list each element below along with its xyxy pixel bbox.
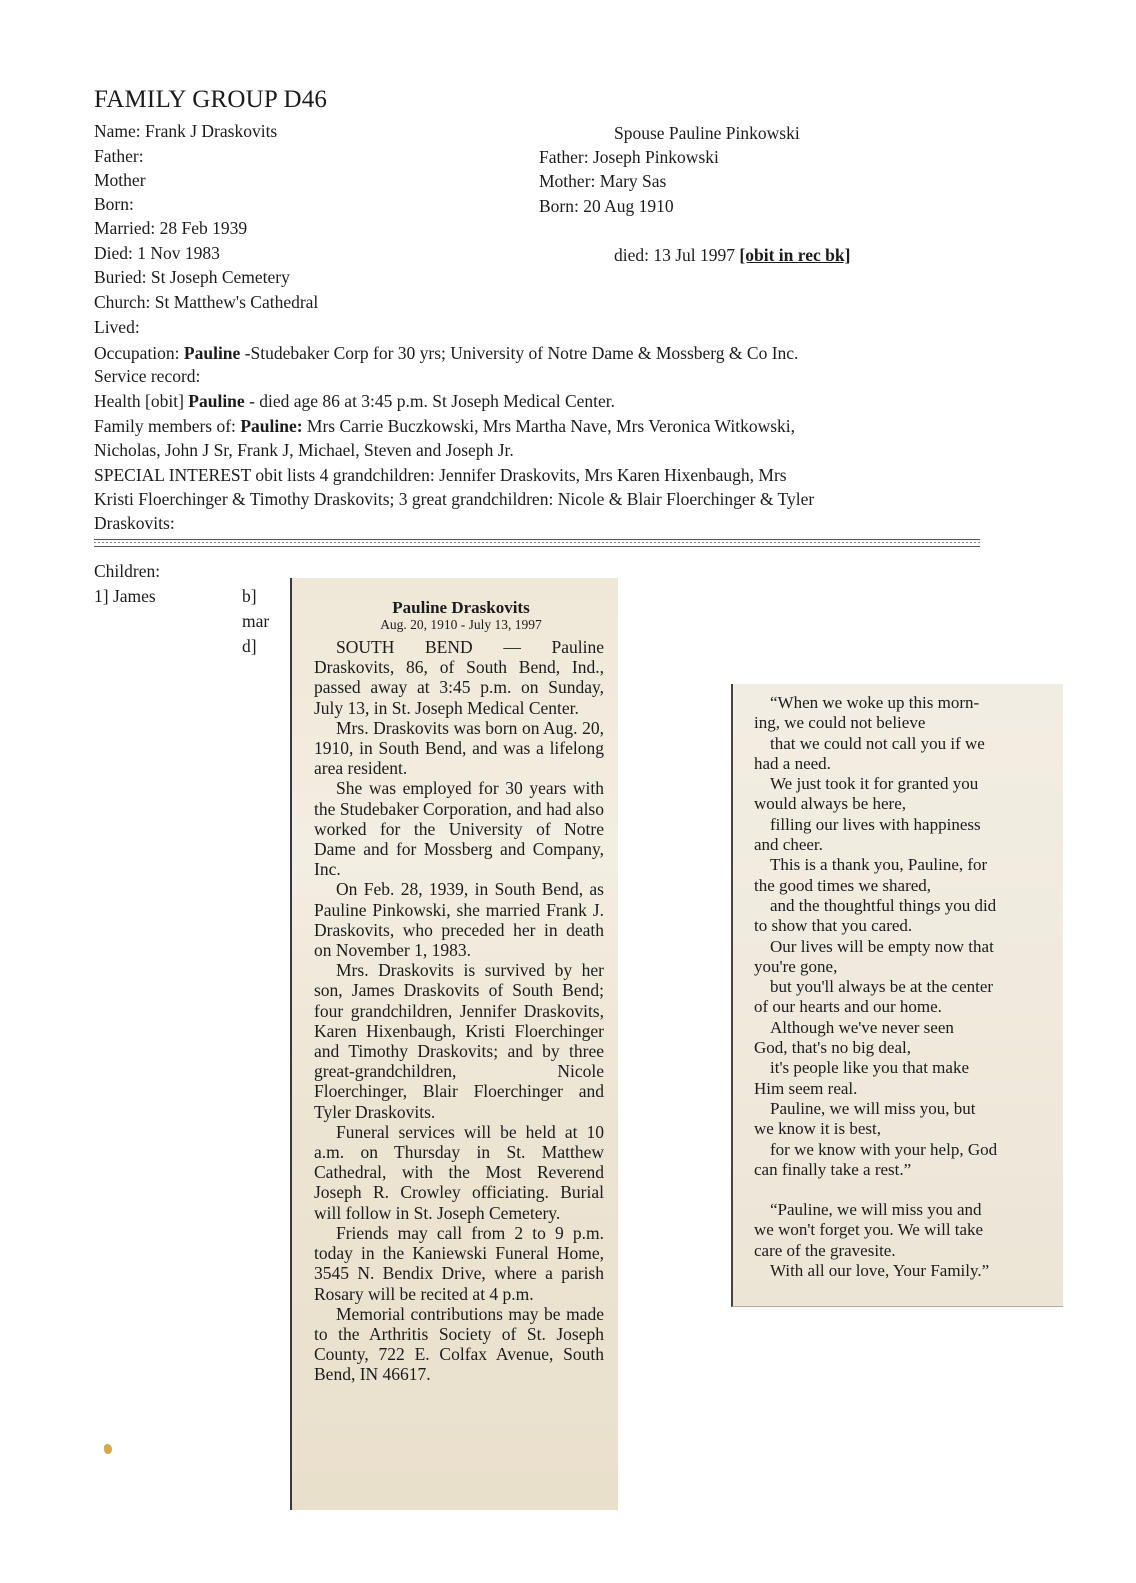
health bbox=[94, 389, 615, 413]
tribute-line: had a need. bbox=[754, 753, 831, 773]
health-text: - died age 86 at 3:45 p.m. St Joseph Medical Center. bbox=[244, 391, 616, 411]
married-date: Married: 28 Feb 1939 bbox=[94, 218, 248, 238]
special-interest-1: SPECIAL INTEREST obit lists 4 grandchildren: Jennifer Draskovits, Mrs Karen Hixenbaugh, Mrs bbox=[94, 465, 787, 485]
obituary-name: Pauline Draskovits bbox=[392, 598, 530, 617]
tribute-line: we know it is best, bbox=[754, 1119, 882, 1139]
family-members bbox=[94, 414, 795, 438]
child-1: 1] James bbox=[94, 586, 156, 606]
family-text-1: Mrs Carrie Buczkowski, Mrs Martha Nave, Mrs Veronica Witkowski, bbox=[302, 416, 795, 436]
occupation-text: -Studebaker Corp for 30 yrs; University of Notre Dame & Mossberg & Co Inc. bbox=[240, 343, 799, 363]
obituary-paragraph: She was employed for 30 years with the Studebaker Corporation, and had also worked for the University of Notre Dame and for Mossberg and Company, Inc. bbox=[314, 778, 604, 880]
children-label: Children: bbox=[94, 561, 161, 581]
tribute-poem bbox=[754, 693, 1049, 1281]
tribute-line: of our hearts and our home. bbox=[754, 997, 942, 1017]
tribute-line: would always be here, bbox=[754, 794, 907, 814]
tribute-line: but you'll always be at the center bbox=[770, 977, 994, 997]
obit-reference-link[interactable]: [obit in rec bk] bbox=[739, 245, 851, 265]
occupation-person: Pauline bbox=[183, 343, 241, 363]
tribute-line: can finally take a rest.” bbox=[754, 1159, 912, 1179]
page-title: FAMILY GROUP D46 bbox=[94, 86, 328, 113]
tribute-line: We just took it for granted you bbox=[770, 774, 979, 794]
family-person: Pauline: bbox=[240, 416, 303, 436]
tribute-line: filling our lives with happiness bbox=[770, 814, 981, 834]
tribute-line: it's people like you that make bbox=[770, 1058, 969, 1078]
special-interest-2: Kristi Floerchinger & Timothy Draskovits; 3 great grandchildren: Nicole & Blair Floerchinger & Tyler bbox=[94, 489, 815, 509]
tribute-line: Although we've never seen bbox=[770, 1017, 954, 1037]
tribute-line: “When we woke up this morn- bbox=[770, 693, 980, 712]
family-label: Family members of: bbox=[94, 416, 241, 436]
tribute-line: we won't forget you. We will take bbox=[754, 1220, 984, 1240]
spouse-died-text: died: 13 Jul 1997 bbox=[614, 245, 740, 265]
child-married-label: mar bbox=[242, 611, 270, 631]
obituary-paragraph: Friends may call from 2 to 9 p.m. today in the Kaniewski Funeral Home, 3545 N. Bendix Drive, where a parish Rosary will be recited at 4 p.m. bbox=[314, 1222, 604, 1304]
tribute-line: and cheer. bbox=[754, 835, 823, 855]
child-died-label: d] bbox=[242, 636, 257, 656]
spouse-died bbox=[614, 243, 850, 267]
husband-buried: Buried: St Joseph Cemetery bbox=[94, 267, 290, 287]
tribute-line: With all our love, Your Family.” bbox=[770, 1261, 990, 1281]
tribute-line: the good times we shared, bbox=[754, 875, 932, 895]
obituary-paragraph: Memorial contributions may be made to the Arthritis Society of St. Joseph County, 722 E. Colfax Avenue, South Bend, IN 46617. bbox=[314, 1303, 604, 1385]
husband-died: Died: 1 Nov 1983 bbox=[94, 243, 220, 263]
obituary-body bbox=[314, 637, 604, 1385]
spouse-born: Born: 20 Aug 1910 bbox=[539, 196, 674, 216]
tribute-spacer bbox=[754, 1180, 1049, 1200]
tribute-line: This is a thank you, Pauline, for bbox=[770, 855, 988, 875]
obituary-paragraph: Mrs. Draskovits is survived by her son, James Draskovits of South Bend; four grandchildren, Jennifer Draskovits, Karen Hixenbaugh, Kristi Floerchinger and Timothy Draskovits; and by three great-grandchildren, Nicole Floerchinger, Blair Floerchinger and Tyler Draskovits. bbox=[314, 960, 604, 1122]
child-born-label: b] bbox=[242, 586, 257, 606]
occupation bbox=[94, 341, 798, 365]
spouse-name: Spouse Pauline Pinkowski bbox=[614, 123, 800, 143]
husband-name: Name: Frank J Draskovits bbox=[94, 121, 278, 141]
tribute-line: and the thoughtful things you did bbox=[770, 895, 997, 915]
occupation-label: Occupation: bbox=[94, 343, 184, 363]
tribute-line: “Pauline, we will miss you and bbox=[770, 1200, 982, 1220]
lived: Lived: bbox=[94, 317, 140, 337]
service-record: Service record: bbox=[94, 366, 201, 386]
obituary-paragraph: SOUTH BEND — Pauline Draskovits, 86, of South Bend, Ind., passed away at 3:45 p.m. on Sunday, July 13, in St. Joseph Medical Center. bbox=[314, 637, 604, 718]
obituary-paragraph: On Feb. 28, 1939, in South Bend, as Pauline Pinkowski, she married Frank J. Draskovits, who preceded her in death on November 1, 1983. bbox=[314, 879, 604, 961]
tribute-line: that we could not call you if we bbox=[770, 733, 985, 753]
tribute-line: Him seem real. bbox=[754, 1078, 858, 1098]
tribute-line: Pauline, we will miss you, but bbox=[770, 1098, 976, 1118]
family-text-2: Nicholas, John J Sr, Frank J, Michael, Steven and Joseph Jr. bbox=[94, 440, 514, 460]
health-label: Health [obit] bbox=[94, 391, 189, 411]
obituary-paragraph: Mrs. Draskovits was born on Aug. 20, 1910, in South Bend, and was a lifelong area resident. bbox=[314, 717, 604, 779]
spouse-mother: Mother: Mary Sas bbox=[539, 171, 667, 191]
husband-father: Father: bbox=[94, 146, 144, 166]
tribute-line: for we know with your help, God bbox=[770, 1139, 998, 1159]
husband-mother: Mother bbox=[94, 170, 146, 190]
tribute-line: God, that's no big deal, bbox=[754, 1038, 911, 1058]
tribute-line: you're gone, bbox=[754, 956, 838, 976]
tribute-line: Our lives will be empty now that bbox=[770, 936, 994, 956]
spouse-father: Father: Joseph Pinkowski bbox=[539, 147, 719, 167]
husband-born: Born: bbox=[94, 194, 134, 214]
obituary-dates: Aug. 20, 1910 - July 13, 1997 bbox=[380, 617, 542, 632]
special-interest-3: Draskovits: bbox=[94, 513, 175, 533]
paper-stain bbox=[104, 1444, 112, 1454]
health-person: Pauline bbox=[188, 391, 245, 411]
tribute-line: to show that you cared. bbox=[754, 916, 913, 936]
church: Church: St Matthew's Cathedral bbox=[94, 292, 319, 312]
tribute-line: care of the gravesite. bbox=[754, 1240, 896, 1260]
divider bbox=[94, 539, 980, 547]
obituary-paragraph: Funeral services will be held at 10 a.m. on Thursday in St. Matthew Cathedral, with the Most Reverend Joseph R. Crowley officiating. Burial will follow in St. Joseph Cemetery. bbox=[314, 1121, 604, 1223]
tribute-line: ing, we could not believe bbox=[754, 713, 926, 733]
